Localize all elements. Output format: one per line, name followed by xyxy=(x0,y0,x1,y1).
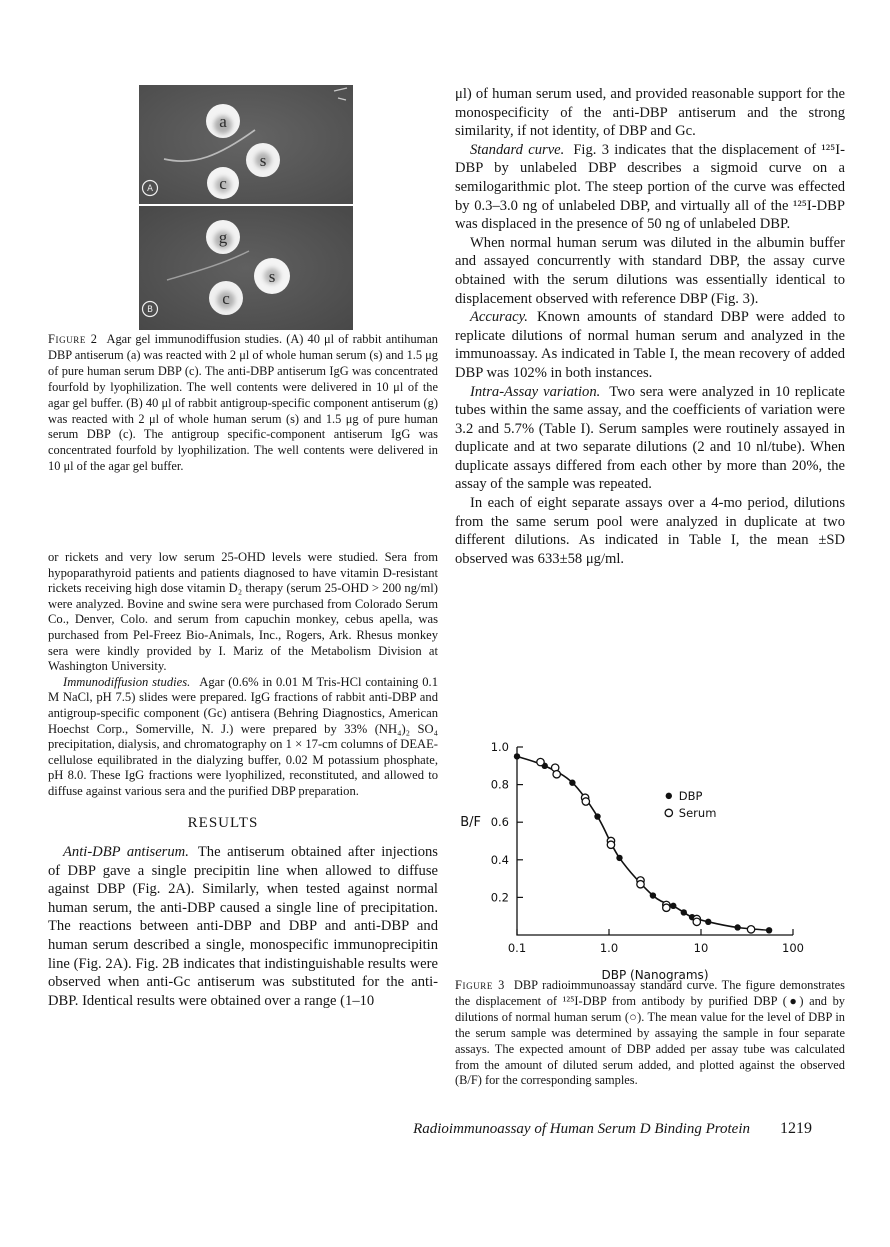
dbp-point xyxy=(670,903,676,909)
well-c-b-letter: c xyxy=(222,289,230,308)
y-axis-label: B/F xyxy=(460,815,481,831)
figure3-caption xyxy=(455,978,845,1089)
figure2-photo xyxy=(139,85,353,330)
results-paragraph-1-text: The antiserum obtained after injections of DBP gave a single precipitin line when allowed to diffuse against DBP (Fig. 2A). Similarly, when tested against normal human serum, the anti-DBP caused a single line of precipitation. The reactions between anti-DBP and DBP and anti-DBP and human serum described a single, monospecific immunoprecipitin line (Fig. 2A). Fig. 2B indicates that indistinguishable results were observed when anti-Gc antiserum was substituted for the anti-DBP. Identical results were obtained over a range (1–10 xyxy=(48,844,438,1009)
panel-a-label: A xyxy=(147,184,153,194)
well-s-a-letter: s xyxy=(259,151,267,170)
col2-paragraph-2-lead: Standard curve. xyxy=(470,141,565,158)
col2-paragraph-5 xyxy=(455,383,845,495)
methods-paragraph-2 xyxy=(48,675,438,800)
methods-paragraph-2-lead: Immunodiffusion studies. xyxy=(63,674,191,689)
dbp-point xyxy=(705,919,711,925)
figure2-panel-a xyxy=(139,85,353,204)
dbp-point xyxy=(734,924,740,930)
serum-point xyxy=(663,904,670,911)
col2-paragraph-3: When normal human serum was diluted in the albumin buffer and assayed concurrently with standard DBP, the assay curve obtained with the serum dilutions was essentially identical to displacement observed with reference DBP (Fig. 3). xyxy=(455,234,845,307)
methods-paragraph-1: or rickets and very low serum 25-OHD levels were studied. Sera from hypoparathyroid patients and patients diagnosed to have vitamin D-resistant rickets receiving high dose vitamin D₂ therapy (serum 25-OHD > 200 ng/ml) were analyzed. Bovine and swine sera were purchased from Colorado Serum Co., Denver, Colo. and serum from capuchin monkey, cebus apella, was purchased from Pel-Freez Bio-Animals, Inc., Rogers, Ark. Rhesus monkey sera were kindly provided by I. Mariz of the Metabolism Division at Washington University. xyxy=(48,550,438,674)
results-continued xyxy=(455,85,845,568)
y-tick-label: 0.8 xyxy=(490,777,509,792)
figure2-caption-text: Agar gel immunodiffusion studies. (A) 40 μl of rabbit antihuman DBP antiserum (a) was reacted with 2 μl of whole human serum (s) and 1.5 μg of pure human serum DBP (c). The anti-DBP antiserum IgG was concentrated fourfold by lyophilization. The well contents were delivered in 10 μl of the agar gel buffer. (B) 40 μl of rabbit antigroup-specific component antiserum (g) was reacted with 2 μl of whole human serum (s) and 1.5 μg of pure human serum DBP (c). The antigroup specific-component antiserum IgG was concentrated fourfold by lyophilization. The well contents were delivered in 10 μl of the agar gel buffer. xyxy=(48,332,438,474)
well-a-letter: a xyxy=(219,112,227,131)
results-paragraph-1-lead: Anti-DBP antiserum. xyxy=(63,844,189,861)
col2-paragraph-2-text: Fig. 3 indicates that the displacement of ¹²⁵I-DBP by unlabeled DBP describes a sigmoid curve on a semilogarithmic plot. The steep portion of the curve was effected by 0.3–3.0 ng of unlabeled DBP, and virtually all of the ¹²⁵I-DBP was displaced in the presence of 50 ng of unlabeled DBP. xyxy=(455,141,845,233)
panel-b-background xyxy=(139,206,353,330)
dbp-point xyxy=(594,813,600,819)
dbp-point xyxy=(650,892,656,898)
right-column xyxy=(455,85,845,1185)
well-g-letter: g xyxy=(218,228,228,247)
col2-paragraph-5-text: Two sera were analyzed in 10 replicate tubes within the same assay, and the coefficients of variation were 3.2 and 5.7% (Table I). Serum samples were routinely assayed in duplicate and at two separate dilutions (2 and 10 nl/tube). When duplicate assays differed from each other by more than 20%, the assay of the sample was repeated. xyxy=(455,383,846,493)
col2-paragraph-4-lead: Accuracy. xyxy=(470,309,528,326)
col2-paragraph-4-text: Known amounts of standard DBP were added to replicate dilutions of normal human serum and analyzed in the immunoassay. As indicated in Table I, the mean recovery of added DBP was 102% in both instances. xyxy=(455,309,845,381)
col2-paragraph-5-lead: Intra-Assay variation. xyxy=(470,383,601,400)
serum-point xyxy=(607,841,614,848)
figure2-caption xyxy=(48,332,438,475)
y-tick-label: 0.2 xyxy=(490,890,509,905)
figure2-caption-label: Figure 2 xyxy=(48,332,98,346)
serum-point xyxy=(553,771,560,778)
left-column xyxy=(48,85,438,1185)
methods-paragraph-2-text: Agar (0.6% in 0.01 M Tris-HCl containing 0.1 M NaCl, pH 7.5) slides were prepared. IgG fractions of rabbit anti-DBP and antigroup-specific component (Gc) antisera (Behring Diagnostics, American Hoechst Corp., Somerville, N. J.) were prepared by 33% (NH₄)₂ SO₄ precipitation, dialysis, and chromatography on 1 × 17-cm columns of DEAE-cellulose equilibrated in the dialyzing buffer, 0.02 M potassium phosphate, pH 8.0. These IgG fractions were lyophilized, reconstituted, and allowed to diffuse against various sera and the purified DBP preparation. xyxy=(48,674,438,798)
legend-serum-marker xyxy=(665,809,672,816)
page-number: 1219 xyxy=(780,1120,812,1137)
figure3-caption-label: Figure 3 xyxy=(455,978,505,992)
well-c-a-letter: c xyxy=(219,174,227,193)
figure2-panel-b xyxy=(139,206,353,330)
y-tick-label: 0.4 xyxy=(490,852,509,867)
running-title: Radioimmunoassay of Human Serum D Binding Protein xyxy=(413,1121,750,1137)
col2-paragraph-6: In each of eight separate assays over a 4-mo period, dilutions from the same serum pool were analyzed in duplicate at two different dilutions. As indicated in Table I, the mean ±SD observed was 633±58 μg/ml. xyxy=(455,495,845,567)
y-tick-label: 0.6 xyxy=(490,815,509,830)
figure3 xyxy=(455,737,845,985)
serum-point xyxy=(747,926,754,933)
serum-point xyxy=(582,798,589,805)
methods-section xyxy=(48,550,438,1010)
x-axis-label: DBP (Nanograms) xyxy=(601,968,709,982)
x-tick-label: 1.0 xyxy=(599,941,619,955)
col2-paragraph-1: μl) of human serum used, and provided reasonable support for the monospecificity of the anti-DBP antiserum and the strong similarity, if not identity, of DBP and Gc. xyxy=(455,86,845,140)
dbp-point xyxy=(766,927,772,933)
results-heading: RESULTS xyxy=(187,814,259,831)
col2-paragraph-2 xyxy=(455,141,845,234)
legend-label: DBP xyxy=(678,788,703,803)
dbp-point xyxy=(514,753,520,759)
results-paragraph-1 xyxy=(48,843,438,1010)
figure3-caption-text: DBP radioimmunoassay standard curve. The figure demonstrates the displacement of ¹²⁵I-DBP from antibody by purified DBP (●) and by dilutions of normal human serum (○). The mean value for the level of DBP in the serum sample was determined by assaying the sample in four separate assays. The expected amount of DBP added per assay tube was calculated from the amount of diluted serum added, and plotted against the observed (B/F) for the corresponding samples. xyxy=(455,978,845,1088)
y-tick-label: 1.0 xyxy=(490,740,509,754)
col2-paragraph-4 xyxy=(455,308,845,382)
legend-label: Serum xyxy=(678,805,717,820)
panel-b-label: B xyxy=(147,305,153,315)
serum-point xyxy=(537,758,544,765)
standard-curve xyxy=(517,756,769,930)
serum-point xyxy=(637,881,644,888)
serum-point xyxy=(693,918,700,925)
x-tick-label: 0.1 xyxy=(507,941,527,955)
dbp-point xyxy=(681,909,687,915)
x-tick-label: 10 xyxy=(693,941,709,955)
legend-dbp-marker xyxy=(666,793,672,799)
well-s-b-letter: s xyxy=(268,267,276,286)
x-tick-label: 100 xyxy=(782,941,804,955)
figure3-chart xyxy=(455,737,845,985)
panel-a-background xyxy=(139,85,353,204)
dbp-point xyxy=(616,855,622,861)
dbp-point xyxy=(569,780,575,786)
page-footer xyxy=(300,1120,812,1138)
